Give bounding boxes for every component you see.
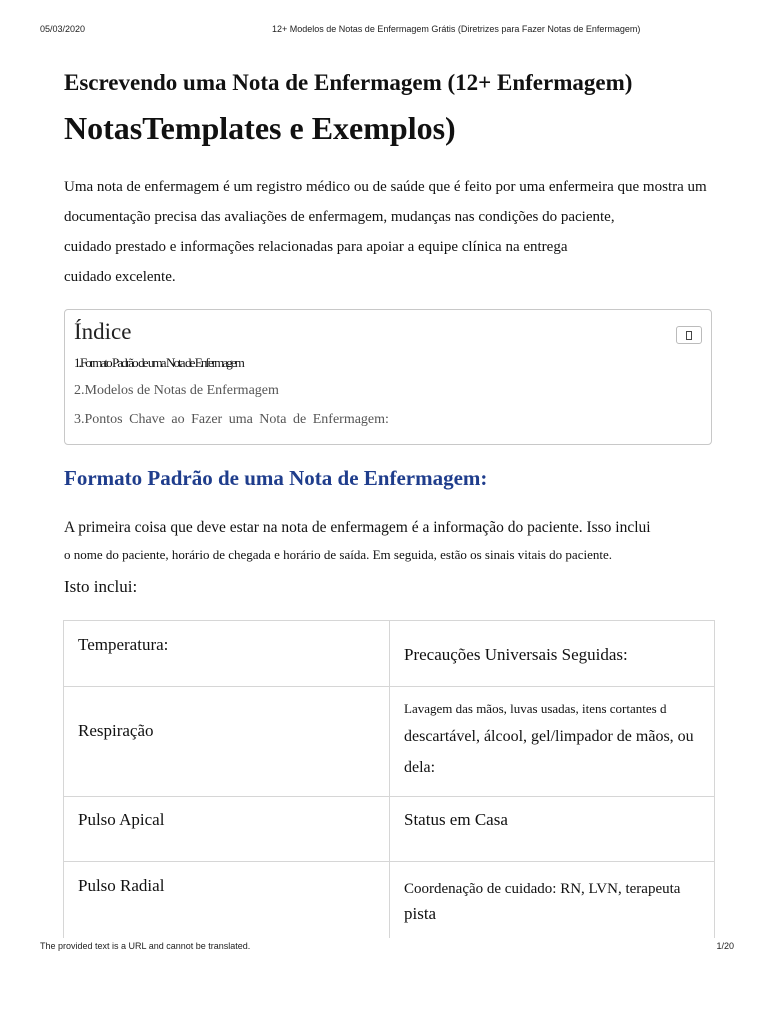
- table-row: [64, 621, 715, 687]
- print-footer: [40, 941, 734, 955]
- table-cell: Status em Casa: [390, 797, 715, 862]
- toggle-icon: [686, 331, 692, 340]
- paragraph-line: A primeira coisa que deve estar na nota de enfermagem é a informação do paciente. Isso inclui: [64, 519, 651, 536]
- section-heading: Formato Padrão de uma Nota de Enfermagem:: [64, 466, 488, 490]
- intro-paragraph: [64, 172, 768, 292]
- table-cell: Pulso Apical: [64, 797, 390, 862]
- print-header: [40, 24, 728, 38]
- cell-text: Lavagem das mãos, luvas usadas, itens cortantes d: [404, 701, 667, 716]
- isto-inclui-label: Isto inclui:: [64, 577, 138, 596]
- vital-signs-table: [63, 620, 715, 943]
- table-of-contents: [64, 309, 712, 445]
- table-row: [64, 687, 715, 797]
- intro-line: cuidado prestado e informações relacionadas para apoiar a equipe clínica na entrega: [64, 239, 568, 255]
- toc-item-formato-padrao[interactable]: 1.Formato Padrão de uma Nota de Enfermagem: [74, 355, 243, 370]
- table-cell: Pulso Radial: [64, 862, 390, 943]
- toc-item-pontos-chave[interactable]: 3.Pontos Chave ao Fazer uma Nota de Enfermagem:: [74, 412, 389, 427]
- article-title-line1: Escrevendo uma Nota de Enfermagem (12+ Enfermagem): [64, 70, 633, 95]
- cell-text: Coordenação de cuidado: RN, LVN, terapeuta: [404, 881, 681, 897]
- table-cell: [390, 862, 715, 943]
- print-date: 05/03/2020: [40, 24, 86, 34]
- table-cell: [390, 687, 715, 797]
- intro-line: documentação precisa das avaliações de enfermagem, mudanças nas condições do paciente,: [64, 209, 615, 225]
- cell-text: descartável, álcool, gel/limpador de mãos, ou dela:: [404, 728, 694, 776]
- article-title-line2: NotasTemplates e Exemplos): [64, 110, 456, 146]
- intro-line: cuidado excelente.: [64, 269, 176, 285]
- footer-note: The provided text is a URL and cannot be translated.: [40, 941, 251, 951]
- toc-title: Índice: [74, 319, 132, 344]
- section-paragraph: [64, 514, 768, 568]
- table-cell: Temperatura:: [64, 621, 390, 687]
- print-page-title: 12+ Modelos de Notas de Enfermagem Grátis (Diretrizes para Fazer Notas de Enfermagem): [272, 24, 641, 34]
- paragraph-line: o nome do paciente, horário de chegada e horário de saída. Em seguida, estão os sinais vitais do paciente.: [64, 547, 612, 562]
- table-cell: Precauções Universais Seguidas:: [390, 621, 715, 687]
- toc-item-modelos[interactable]: 2.Modelos de Notas de Enfermagem: [74, 383, 279, 398]
- cell-text: pista: [404, 904, 437, 923]
- page-number: 1/20: [716, 941, 734, 951]
- toc-toggle-button[interactable]: [676, 326, 702, 344]
- table-row: [64, 862, 715, 943]
- table-row: [64, 797, 715, 862]
- intro-line: Uma nota de enfermagem é um registro médico ou de saúde que é feito por uma enfermeira que mostra um: [64, 179, 707, 195]
- table-cell: Respiração: [64, 687, 390, 797]
